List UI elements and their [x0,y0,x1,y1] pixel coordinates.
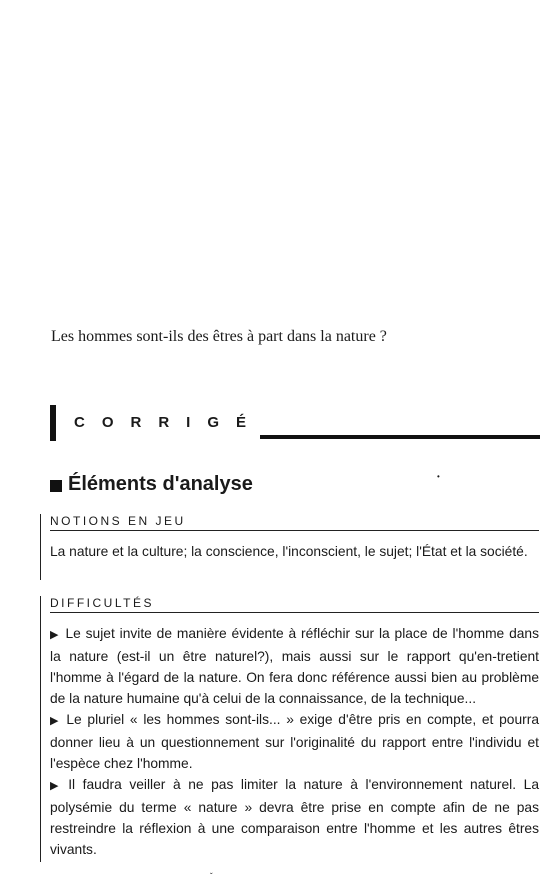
corrige-bar [50,405,56,441]
square-bullet-icon [50,480,62,492]
notions-text: La nature et la culture; la conscience, l'inconscient, le sujet; l'État et la société. [50,544,528,559]
notions-label: NOTIONS EN JEU [50,514,539,531]
difficultes-block [50,596,539,860]
corrige-title: CORRIGÉ [74,414,264,431]
notions-side-rule [40,514,41,580]
notions-block [50,514,539,562]
footer-mark: ˇ [210,872,213,881]
stray-mark: • [437,472,440,481]
corrige-rule [260,435,540,439]
difficulte-item-2: ▶ Le pluriel « les hommes sont-ils... » exige d'être pris en compte, et pourra donner lieu à un questionnement sur l'originalité du rapport entre l'individu et l'espèce chez l'homme. [50,709,539,774]
section-heading [50,473,253,496]
difficultes-side-rule [40,596,41,862]
difficultes-label: DIFFICULTÉS [50,596,539,613]
difficulte-item-1: ▶ Le sujet invite de manière évidente à réfléchir sur la place de l'homme dans la nature (est-il un être naturel?), mais aussi sur le rapport qu'en-tretient l'homme à l'égard de la nature. On fera donc référence aussi bien au problème de la nature humaine qu'à celui de la connaissance, de la technique... [50,623,539,709]
subject-title: Les hommes sont-ils des êtres à part dans la nature ? [51,328,387,345]
section-title: Éléments d'analyse [68,473,253,495]
difficulte-item-3: ▶ Il faudra veiller à ne pas limiter la nature à l'environnement naturel. La polysémie du terme « nature » devra être prise en compte afin de ne pas restreindre la réflexion à une comparaison entre l'homme et les autres êtres vivants. [50,774,539,860]
corrige-header [50,405,540,441]
